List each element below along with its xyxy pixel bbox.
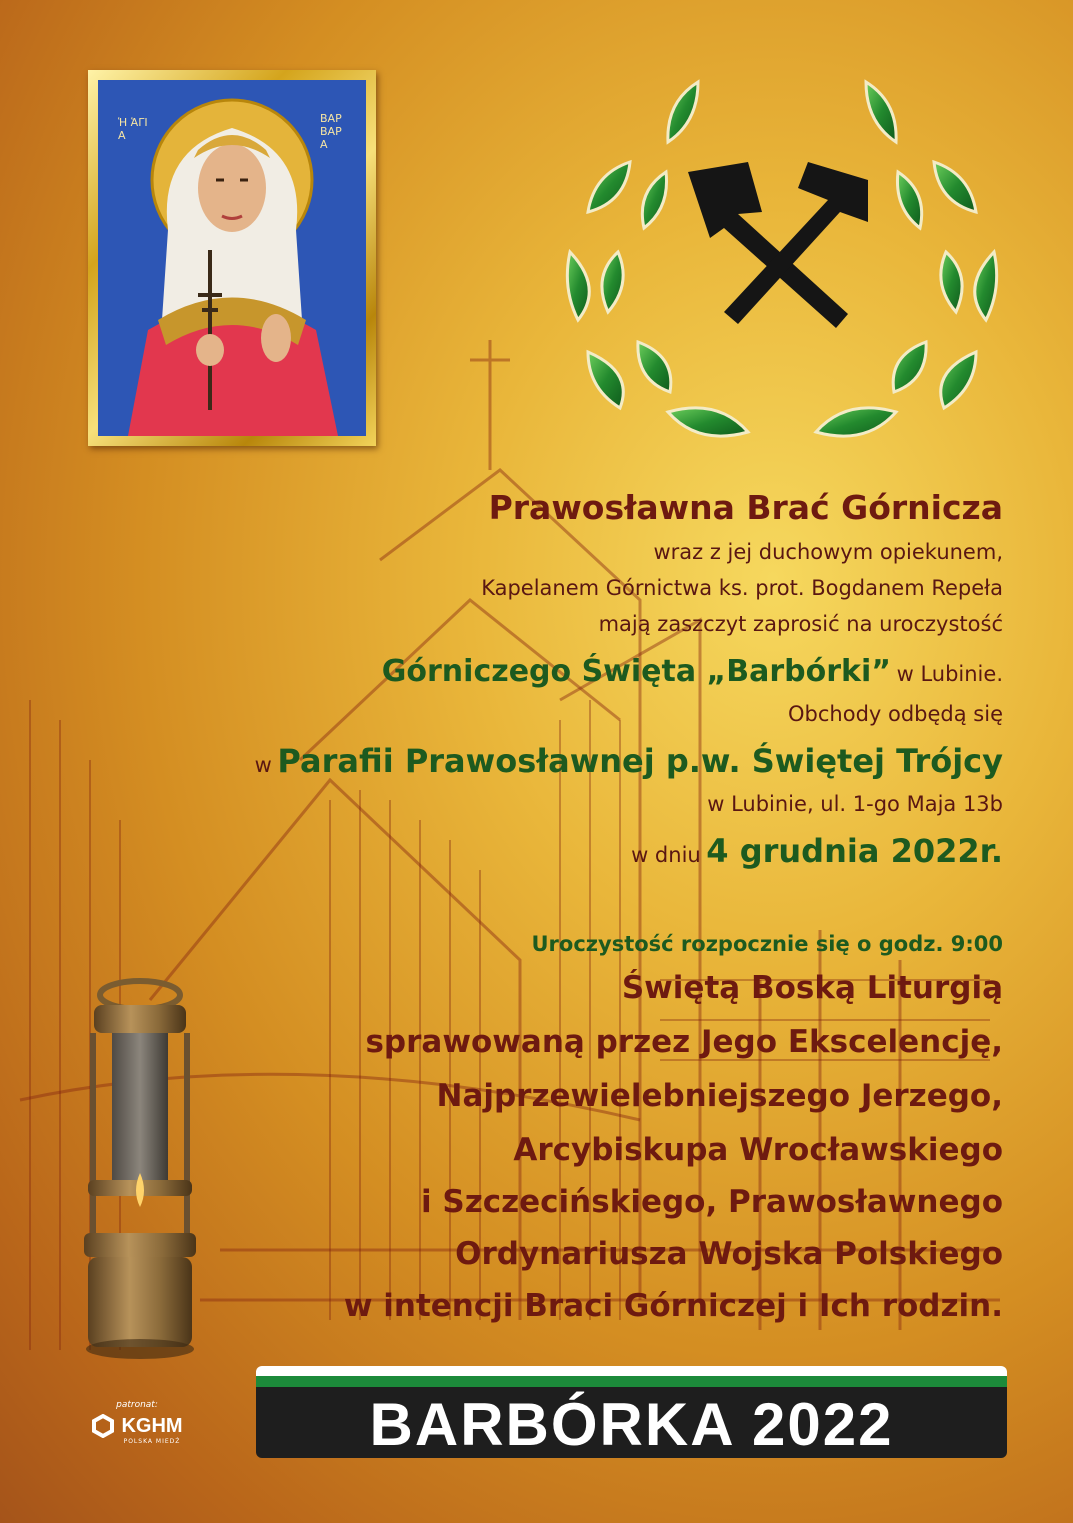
invite-line-1: wraz z jej duchowym opiekunem, — [653, 540, 1003, 564]
icon-inscription-right: ΒΑΡΒΑΡΑ — [320, 112, 342, 151]
patron-label: patronat: — [116, 1400, 158, 1410]
invite-line-3: mają zaszczyt zaprosić na uroczystość — [598, 612, 1003, 636]
address: w Lubinie, ul. 1-go Maja 13b — [707, 792, 1003, 816]
start-time: Uroczystość rozpocznie się o godz. 9:00 — [531, 932, 1003, 956]
event-line — [382, 654, 1003, 689]
patron-sub: POLSKA MIEDŹ — [123, 1438, 181, 1445]
heading: Prawosławna Brać Górnicza — [488, 488, 1003, 527]
parish-name: Parafii Prawosławnej p.w. Świętej Trójcy — [277, 742, 1003, 780]
title-banner — [256, 1366, 1007, 1458]
event-name: Górniczego Święta „Barbórki” — [381, 654, 892, 689]
patron-name: KGHM — [121, 1414, 183, 1437]
miners-lamp-icon — [60, 975, 220, 1365]
invite-line-2: Kapelanem Górnictwa ks. prot. Bogdanem Repeła — [481, 576, 1003, 600]
parish-line — [255, 742, 1003, 780]
liturgy-line: w intencji Braci Górniczej i Ich rodzin. — [343, 1288, 1003, 1324]
invite-line-4: Obchody odbędą się — [788, 702, 1003, 726]
liturgy-line: Ordynariusza Wojska Polskiego — [455, 1236, 1003, 1272]
event-place: w Lubinie. — [896, 662, 1003, 686]
kghm-logo-icon — [72, 1400, 202, 1445]
banner-title: BARBÓRKA 2022 — [369, 1391, 894, 1458]
kghm-hexagon-icon — [91, 1414, 115, 1438]
date-line — [631, 832, 1003, 870]
liturgy-line: Najprzewielebniejszego Jerzego, — [436, 1078, 1003, 1114]
liturgy-line: Świętą Boską Liturgią — [621, 970, 1003, 1006]
saint-barbara-icon — [88, 70, 376, 446]
liturgy-line: sprawowaną przez Jego Ekscelencję, — [365, 1024, 1003, 1060]
liturgy-line: i Szczecińskiego, Prawosławnego — [420, 1184, 1003, 1220]
date-prefix: w dniu — [631, 843, 701, 867]
laurel-wreath-icon — [548, 62, 1016, 462]
liturgy-line: Arcybiskupa Wrocławskiego — [513, 1132, 1003, 1168]
mining-hammers-emblem-icon — [688, 162, 868, 328]
icon-inscription-left: Ἡ ἉΓΙΑ — [118, 116, 148, 142]
parish-prefix: w — [254, 753, 272, 777]
event-date: 4 grudnia 2022r. — [706, 832, 1003, 870]
